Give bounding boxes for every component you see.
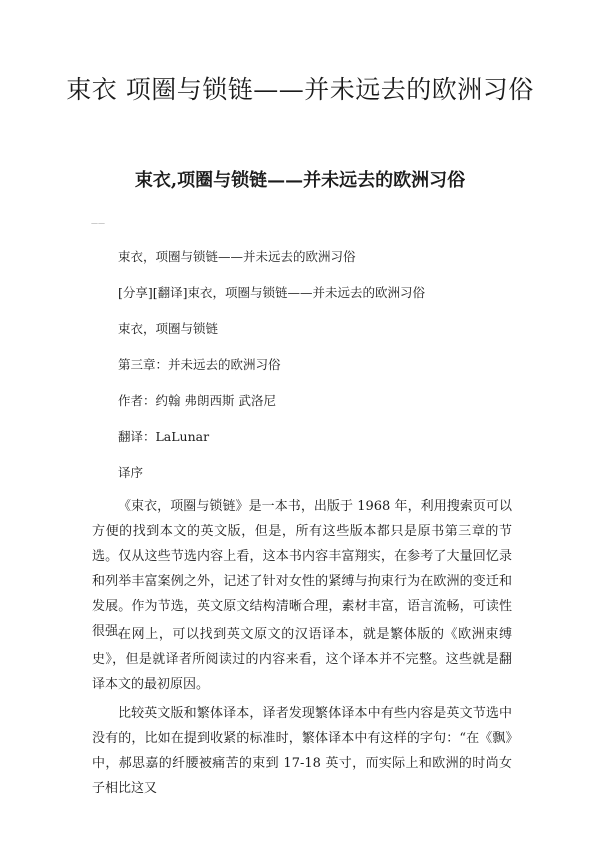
- text-line: 第三章：并未远去的欧洲习俗: [118, 357, 281, 372]
- translator-line: 翻译：LaLunar: [118, 429, 210, 444]
- preface-heading: 译序: [118, 465, 144, 480]
- document-subtitle: 束衣,项圈与锁链——并未远去的欧洲习俗: [134, 170, 466, 191]
- paragraph: 在网上，可以找到英文原文的汉语译本，就是繁体版的《欧洲束缚史》，但是就译者所阅读过的内容来看，这个译本并不完整。这些就是翻译本文的最初原因。: [92, 627, 512, 692]
- document-title: 束衣 项圈与锁链——并未远去的欧洲习俗: [66, 75, 534, 104]
- text-line: [分享][翻译]束衣，项圈与锁链——并未远去的欧洲习俗: [118, 285, 426, 300]
- paragraph: 比较英文版和繁体译本，译者发现繁体译本中有些内容是英文节选中没有的，比如在提到收紧的标准时，繁体译本中有这样的字句：“在《飘》中，郝思嘉的纤腰被痛苦的束到 17-18 英寸，而实际上和欧洲的时尚女子相比这又: [92, 706, 512, 796]
- author-line: 作者：约翰 弗朗西斯 武洛尼: [118, 393, 276, 408]
- text-line: 束衣，项圈与锁链: [118, 321, 219, 336]
- paragraph: 《束衣，项圈与锁链》是一本书，出版于 1968 年，利用搜索页可以方便的找到本文的英文版，但是，所有这些版本都只是原书第三章的节选。仅从这些节选内容上看，这本书内容丰富翔实，在参考了大量回忆录和列举丰富案例之外，记述了针对女性的紧缚与拘束行为在欧洲的变迁和发展。作为节选，英文原文结构清晰合理，素材丰富，语言流畅，可读性很强。: [92, 499, 512, 639]
- separator-mark: ——: [91, 219, 105, 227]
- text-line: 束衣，项圈与锁链——并未远去的欧洲习俗: [118, 249, 356, 264]
